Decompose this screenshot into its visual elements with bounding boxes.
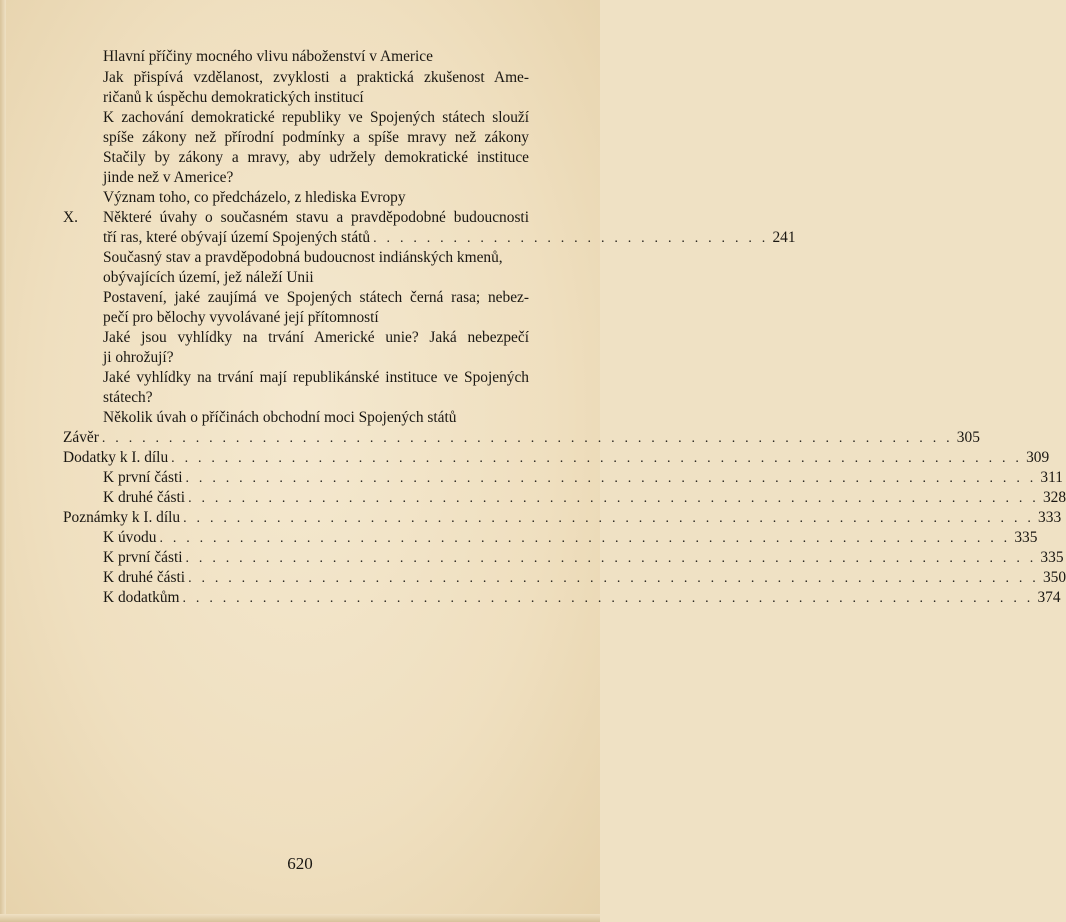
page-ref: 350 [1042,569,1066,586]
toc-row-label: K dodatkům [103,589,180,606]
leader-dots: . . . . . . . . . . . . . . . . . . . . . . . . . . . . . . . . . . . . . . . . . . . . . . . . . . . . . . . . . . . . . . . . [188,571,1039,586]
toc-row [103,489,1066,508]
page-number: 620 [287,854,313,873]
toc-entry: Význam toho, co předcházelo, z hlediska Evropy [103,189,406,206]
page-ref: 241 [772,229,796,246]
page-ref: 328 [1042,489,1066,506]
page-ref: 335 [1040,549,1064,566]
toc-entry: státech? [103,389,153,406]
leader-dots: . . . . . . . . . . . . . . . . . . . . . . . . . . . . . . . . . . . . . . . . . . . . . . . . . . . . . . . . . . . . . . . . [159,531,1011,546]
page-edge-shadow [0,0,6,922]
page-ref: 309 [1026,449,1050,466]
toc-row-label: K druhé části [103,489,186,506]
toc-row-label: K první části [103,549,183,566]
toc-entry: ji ohrožují? [103,349,174,366]
toc-row [103,549,1064,568]
toc-entry: pečí pro bělochy vyvolávané její přítomností [103,309,379,326]
toc-row [103,529,1038,548]
chapter-title-cont: tří ras, které obývají území Spojených států [103,229,371,246]
toc-entry: Jak přispívá vzdělanost, zvyklosti a praktická zkušenost Ame- [103,69,529,86]
toc-row-label: K první části [103,469,183,486]
toc-entry: Současný stav a pravděpodobná budoucnost indiánských kmenů, [103,249,503,266]
leader-dots: . . . . . . . . . . . . . . . . . . . . . . . . . . . . . . . . . . . . . . . . . . . . . . . . . . . . . . . . . . . . . . . . [188,491,1039,506]
page-bottom-shadow [0,914,600,922]
toc-entry: K zachování demokratické republiky ve Spojených státech slouží [103,109,529,126]
toc-row [63,509,1062,528]
toc-entry: Několik úvah o příčinách obchodní moci Spojených států [103,409,457,426]
page-ref: 333 [1038,509,1062,526]
toc-row-label: Poznámky k I. dílu [63,509,181,526]
toc-entry: obývajících území, jež náleží Unii [103,269,314,286]
toc-row [103,469,1063,488]
toc-entry: spíše zákony než přírodní podmínky a spíše mravy než zákony [103,129,529,146]
toc-entry: Stačily by zákony a mravy, aby udržely demokratické instituce [103,149,529,166]
chapter-numeral: X. [63,209,78,226]
leader-dots: . . . . . . . . . . . . . . . . . . . . . . . . . . . . . . . . . . . . . . . . . . . . . . . . . . . . . . . . . . . . . . . . [171,451,1023,466]
toc-row-label: Závěr [63,429,99,446]
leader-dots: . . . . . . . . . . . . . . . . . . . . . . . . . . . . . . . . . . . . . . . . . . . . . . . . . . . . . . . . . . . . . . . . [185,471,1037,486]
leader-dots: . . . . . . . . . . . . . . . . . . . . . . . . . . . . . . . . . . . . . . . . . . . . . . . . . . . . . . . . . . . . . . . . [185,551,1037,566]
leader-dots: . . . . . . . . . . . . . . . . . . . . . . . . . . . . . . . . . . . . . . . . . . . . . . . . . . . . . . . . . . . . . . . . [182,591,1034,606]
page-ref: 305 [956,429,980,446]
page-ref: 311 [1040,469,1063,486]
page-ref: 374 [1037,589,1061,606]
toc-row [103,569,1066,588]
chapter-title: Některé úvahy o současném stavu a pravděpodobné budoucnosti [103,209,529,226]
leader-dots: . . . . . . . . . . . . . . . . . . . . . . . . . . . . . . . . . . . . . . . . . . . . . . . . . . . . . . . . . . . . . . . . [101,431,953,446]
toc-entry: Hlavní příčiny mocného vlivu náboženství v Americe [103,48,433,65]
page-ref: 335 [1014,529,1038,546]
toc-row [103,589,1061,608]
toc-entry: Jaké vyhlídky na trvání mají republikánské instituce ve Spojených [103,369,529,386]
toc-row-label: Dodatky k I. dílu [63,449,169,466]
toc-row [63,449,1050,468]
leader-dots: . . . . . . . . . . . . . . . . . . . . . . . . . . . . . . . . . . . . . . . . . . . . . . . . . . . . . . . . . . . . . . . . [183,511,1035,526]
toc-entry: Jaké jsou vyhlídky na trvání Americké unie? Jaká nebezpečí [103,329,529,346]
chapter-title-line [103,229,796,248]
toc-row-label: K úvodu [103,529,157,546]
toc-row-label: K druhé části [103,569,186,586]
toc-row [63,429,980,448]
toc-entry: Postavení, jaké zaujímá ve Spojených státech černá rasa; nebez- [103,289,529,306]
toc-entry: jinde než v Americe? [103,169,234,186]
leader-dots: . . . . . . . . . . . . . . . . . . . . . . . . . . . . . . [373,231,769,246]
toc-entry: ričanů k úspěchu demokratických institucí [103,89,364,106]
